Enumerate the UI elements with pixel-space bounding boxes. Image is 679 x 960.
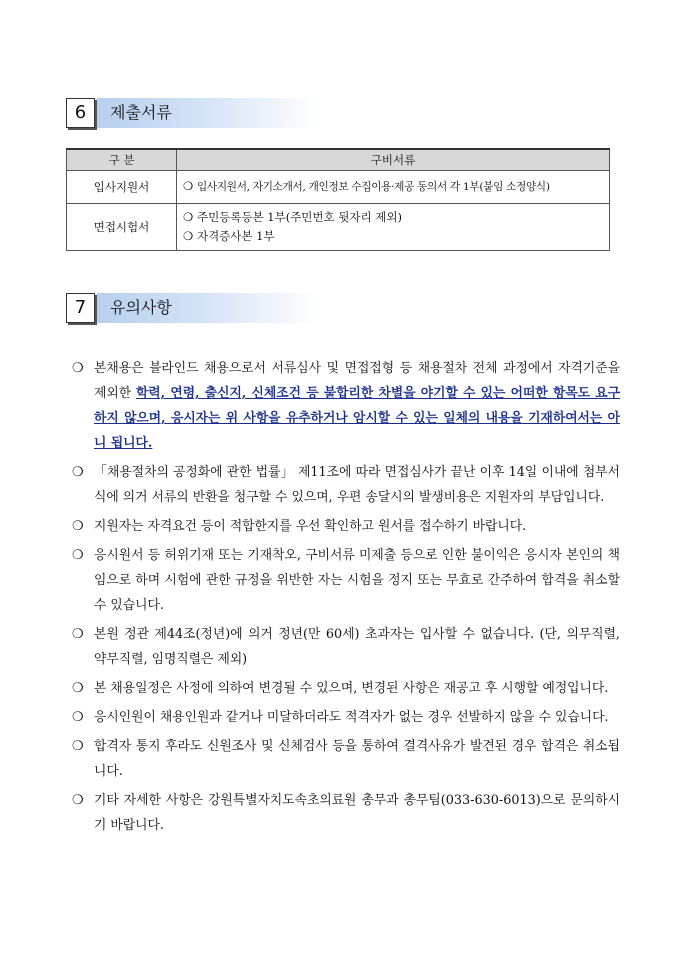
bullet-icon: ❍ <box>183 229 194 243</box>
section-7-header <box>66 293 316 323</box>
note-item: ❍ 응시인원이 채용인원과 같거나 미달하더라도 적격자가 없는 경우 선발하지 않을 수 있습니다. <box>72 705 620 730</box>
note-item: ❍ 합격자 통지 후라도 신원조사 및 신체검사 등을 통하여 결격사유가 발견된 경우 합격은 취소됩니다. <box>72 734 620 784</box>
bullet-icon: ❍ <box>183 210 194 224</box>
bullet-icon: ❍ <box>72 548 84 563</box>
header-category: 구 분 <box>67 149 177 171</box>
document-item: ❍ 입사지원서, 자기소개서, 개인정보 수집이용·제공 동의서 각 1부(붙임 소정양식) <box>183 179 550 193</box>
notes-list <box>72 356 620 842</box>
row-category: 입사지원서 <box>67 171 177 204</box>
table-row <box>67 204 610 251</box>
section-7-title: 유의사항 <box>110 298 172 317</box>
document-item: ❍ 주민등록등본 1부(주민번호 뒷자리 제외) <box>183 210 402 224</box>
note-item: ❍ 기타 자세한 사항은 강원특별자치도속초의료원 총무과 총무팀(033-630-6013)으로 문의하시기 바랍니다. <box>72 788 620 838</box>
row-items <box>177 204 610 251</box>
note-item: ❍ 지원자는 자격요건 등이 적합한지를 우선 확인하고 원서를 접수하기 바랍니다. <box>72 514 620 539</box>
header-documents: 구비서류 <box>177 149 610 171</box>
note-item: ❍ 「채용절차의 공정화에 관한 법률」 제11조에 따라 면접심사가 끝난 이후 14일 이내에 첨부서식에 의거 서류의 반환을 청구할 수 있으며, 우편 송달시의 발생비용은 지원자의 부담입니다. <box>72 460 620 510</box>
bullet-icon: ❍ <box>72 681 84 696</box>
row-items <box>177 171 610 204</box>
bullet-icon: ❍ <box>72 739 84 754</box>
required-documents-table <box>66 148 610 251</box>
bullet-icon: ❍ <box>72 710 84 725</box>
bullet-icon: ❍ <box>183 179 194 193</box>
document-item: ❍ 자격증사본 1부 <box>183 229 275 243</box>
emphasis-text: 학력, 연령, 출신지, 신체조건 등 불합리한 차별을 야기할 수 있는 어떠한 항목도 요구하지 않으며, 응시자는 위 사항을 유추하거나 암시할 수 있는 일체의 내용을 기재하여서는 아니 됩니다. <box>94 386 620 451</box>
row-category: 면접시험서 <box>67 204 177 251</box>
bullet-icon: ❍ <box>72 361 84 376</box>
note-item: ❍ 본채용은 블라인드 채용으로서 서류심사 및 면접접형 등 채용절차 전체 과정에서 자격기준을 제외한 학력, 연령, 출신지, 신체조건 등 불합리한 차별을 야기할 수 있는 어떠한 항목도 요구하지 않으며, 응시자는 위 사항을 유추하거나 암시할 수 있는 일체의 내용을 기재하여서는 아니 됩니다. <box>72 356 620 456</box>
bullet-icon: ❍ <box>72 465 84 480</box>
section-6-title: 제출서류 <box>110 103 172 122</box>
bullet-icon: ❍ <box>72 519 84 534</box>
section-7-number: 7 <box>66 293 95 323</box>
bullet-icon: ❍ <box>72 793 84 808</box>
note-item: ❍ 응시원서 등 허위기재 또는 기재착오, 구비서류 미제출 등으로 인한 불이익은 응시자 본인의 책임으로 하며 시험에 관한 규정을 위반한 자는 시험을 정지 또는 무효로 간주하여 합격을 취소할 수 있습니다. <box>72 543 620 618</box>
note-item: ❍ 본원 정관 제44조(정년)에 의거 정년(만 60세) 초과자는 입사할 수 없습니다. (단, 의무직렬, 약무직렬, 임명직렬은 제외) <box>72 622 620 672</box>
table-row <box>67 171 610 204</box>
table-header-row <box>67 149 610 171</box>
section-6-header <box>66 98 316 128</box>
section-6-number: 6 <box>66 98 95 128</box>
bullet-icon: ❍ <box>72 627 84 642</box>
note-item: ❍ 본 채용일정은 사정에 의하여 변경될 수 있으며, 변경된 사항은 재공고 후 시행할 예정입니다. <box>72 676 620 701</box>
